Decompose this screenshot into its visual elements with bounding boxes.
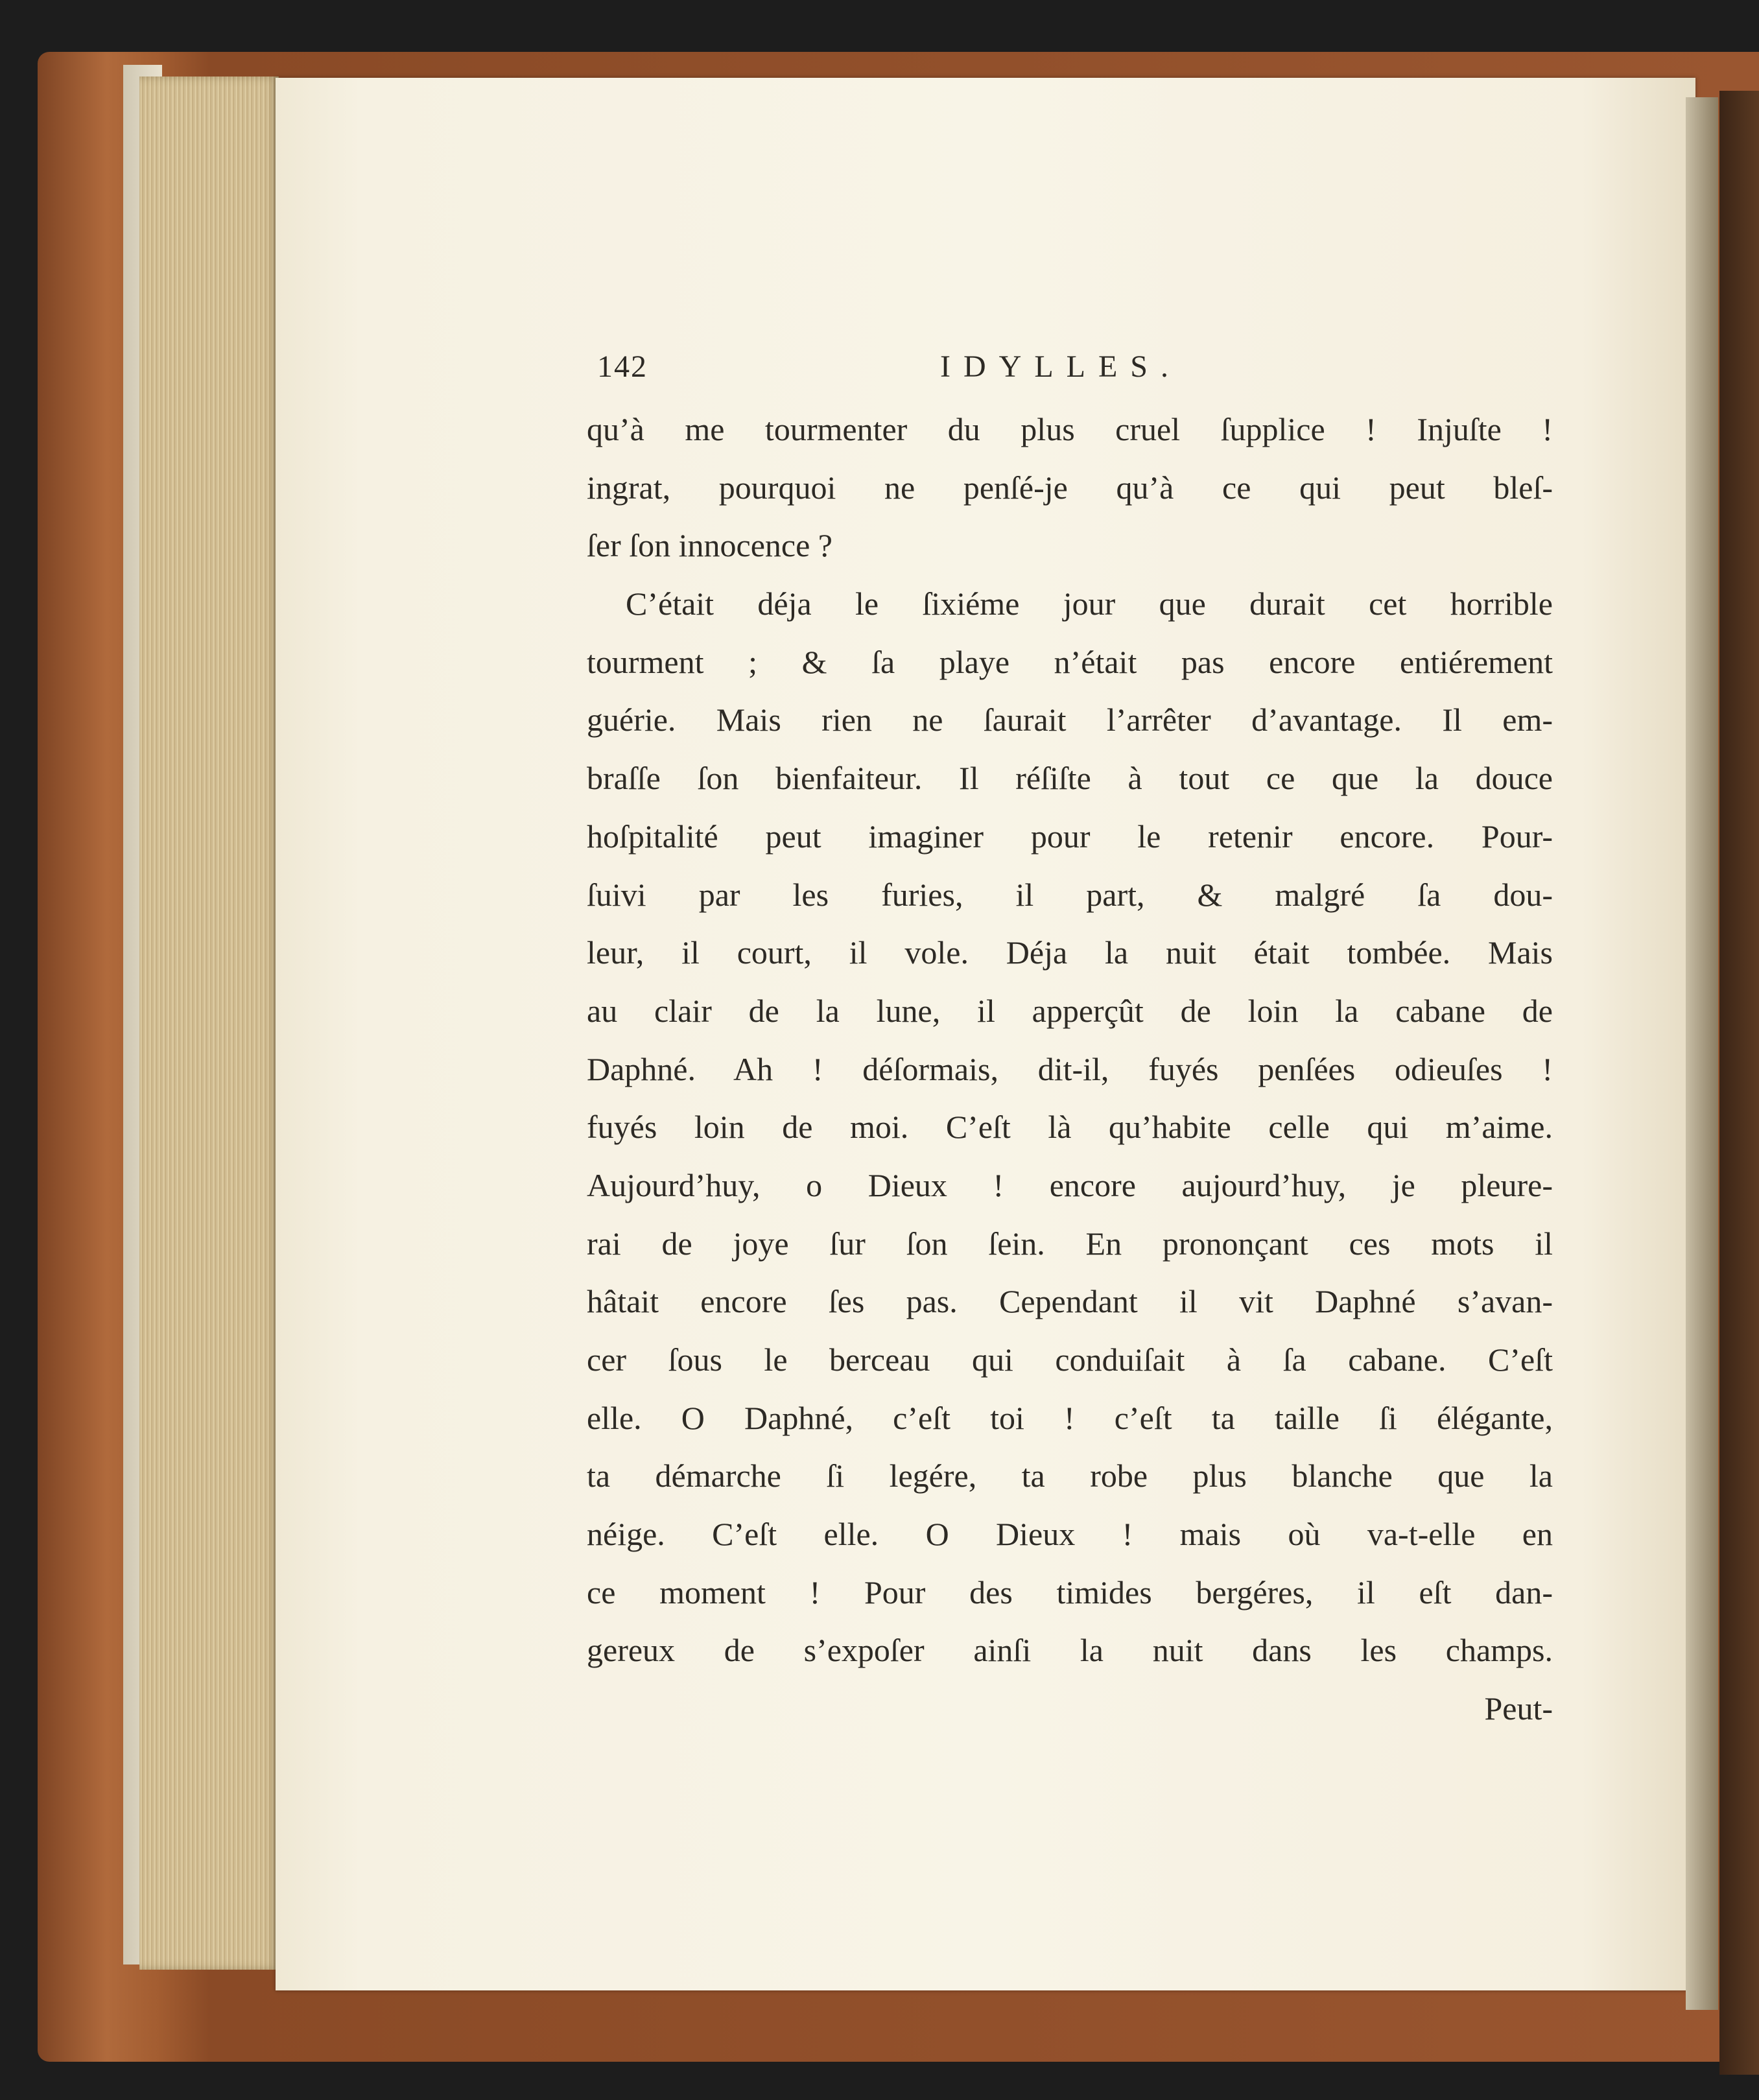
page-text <box>587 349 1553 1738</box>
text-line: ce moment ! Pour des timides bergéres, il eſt dan- <box>587 1574 1553 1610</box>
text-line: elle. O Daphné, c’eſt toi ! c’eſt ta taille ſi élégante, <box>587 1399 1553 1436</box>
cover-edge-right <box>1719 91 1759 2075</box>
text-line: fuyés loin de moi. C’eſt là qu’habite celle qui m’aime. <box>587 1109 1553 1146</box>
text-line: rai de joye ſur ſon ſein. En prononçant ces mots il <box>587 1225 1553 1262</box>
text-line: ingrat, pourquoi ne penſé-je qu’à ce qui peut bleſ- <box>587 469 1553 506</box>
text-line: ſuivi par les furies, il part, & malgré ſa dou- <box>587 876 1553 913</box>
text-line: leur, il court, il vole. Déja la nuit était tombée. Mais <box>587 934 1553 971</box>
text-line: Daphné. Ah ! déſormais, dit-il, fuyés penſées odieuſes ! <box>587 1050 1553 1087</box>
running-title: IDYLLES. <box>940 349 1181 384</box>
text-line: qu’à me tourmenter du plus cruel ſupplice ! Injuſte ! <box>587 411 1553 447</box>
gutter-shadow <box>1686 97 1718 2010</box>
page-number: 142 <box>597 349 648 384</box>
text-line: hoſpitalité peut imaginer pour le retenir encore. Pour- <box>587 818 1553 855</box>
text-line: tourment ; & ſa playe n’était pas encore entiérement <box>587 643 1553 680</box>
text-line: C’était déja le ſixiéme jour que durait cet horrible <box>626 585 1553 622</box>
text-line: cer ſous le berceau qui conduiſait à ſa cabane. C’eſt <box>587 1341 1553 1378</box>
text-line: hâtait encore ſes pas. Cependant il vit Daphné s’avan- <box>587 1283 1553 1320</box>
text-line: Aujourd’huy, o Dieux ! encore aujourd’huy, je pleure- <box>587 1166 1553 1203</box>
text-line: ta démarche ſi legére, ta robe plus blanche que la <box>587 1457 1553 1494</box>
text-line: au clair de la lune, il apperçût de loin la cabane de <box>587 992 1553 1029</box>
text-line: ſer ſon innocence ? <box>587 527 832 564</box>
page-edges <box>139 77 279 1970</box>
text-line: guérie. Mais rien ne ſaurait l’arrêter d’avantage. Il em- <box>587 702 1553 738</box>
text-line: braſſe ſon bienfaiteur. Il réſiſte à tout ce que la douce <box>587 760 1553 797</box>
text-line: gereux de s’expoſer ainſi la nuit dans les champs. <box>587 1632 1553 1669</box>
page-header <box>587 349 1553 401</box>
catchword: Peut- <box>1484 1690 1553 1727</box>
text-line: néige. C’eſt elle. O Dieux ! mais où va-t-elle en <box>587 1516 1553 1553</box>
